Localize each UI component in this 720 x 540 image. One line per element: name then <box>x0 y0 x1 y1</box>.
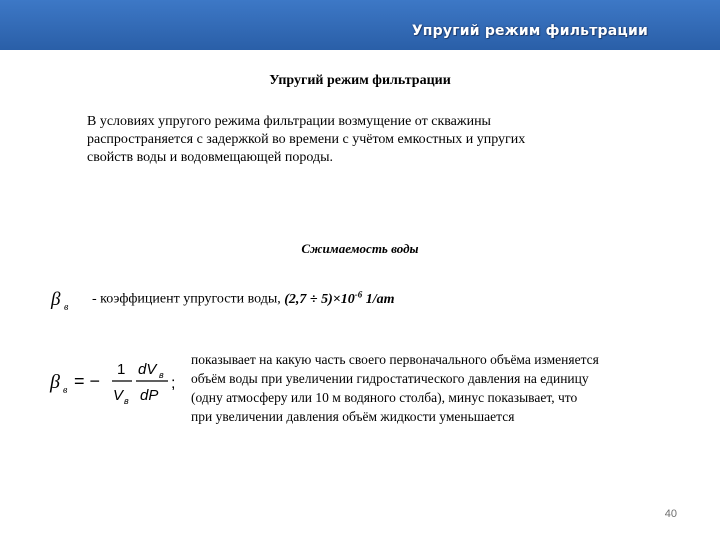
header-bar <box>0 0 720 50</box>
formula-equals: = − <box>74 371 101 391</box>
explanation-line: показывает на какую часть своего первоначального объёма изменяется <box>191 352 599 367</box>
intro-line: свойств воды и водовмещающей породы. <box>87 150 334 165</box>
coefficient-value-base: (2,7 ÷ 5)×10 <box>284 291 355 307</box>
formula-lhs-sub: в <box>63 385 68 396</box>
explanation-line: при увеличении давления объём жидкости уменьшается <box>191 409 515 424</box>
coefficient-line <box>92 289 395 308</box>
formula-numerator-1: 1 <box>117 361 126 378</box>
coefficient-value-exp: -6 <box>354 289 363 299</box>
explanation-paragraph <box>191 350 691 426</box>
intro-line: В условиях упругого режима фильтрации возмущение от скважины <box>87 114 491 129</box>
coefficient-text: - коэффициент упругости воды, <box>92 291 285 307</box>
formula-denominator-1: V <box>113 387 124 404</box>
formula-end: ; <box>171 375 176 392</box>
compressibility-formula <box>48 352 188 412</box>
formula-denominator-2: dP <box>140 387 159 404</box>
coefficient-value-unit: 1/am <box>362 291 395 307</box>
section-title: Сжимаемость воды <box>301 241 419 256</box>
beta-subscript: в <box>64 302 69 313</box>
explanation-line: (одну атмосферу или 10 м водяного столба), минус показывает, что <box>191 390 578 405</box>
header-title: Упругий режим фильтрации <box>411 23 648 39</box>
intro-line: распространяется с задержкой во времени с учётом емкостных и упругих <box>87 132 526 147</box>
formula-denominator-1-sub: в <box>124 396 129 406</box>
page-number: 40 <box>664 508 677 520</box>
beta-letter: β <box>51 289 61 310</box>
formula-numerator-2: dV <box>138 361 157 378</box>
slide-title: Упругий режим фильтрации <box>269 73 451 88</box>
intro-paragraph <box>87 113 627 167</box>
explanation-line: объём воды при увеличении гидростатического давления на единицу <box>191 371 589 386</box>
formula-lhs: β <box>50 371 60 393</box>
formula-numerator-2-sub: в <box>159 370 164 380</box>
coefficient-value <box>284 289 395 307</box>
beta-symbol <box>50 285 80 315</box>
